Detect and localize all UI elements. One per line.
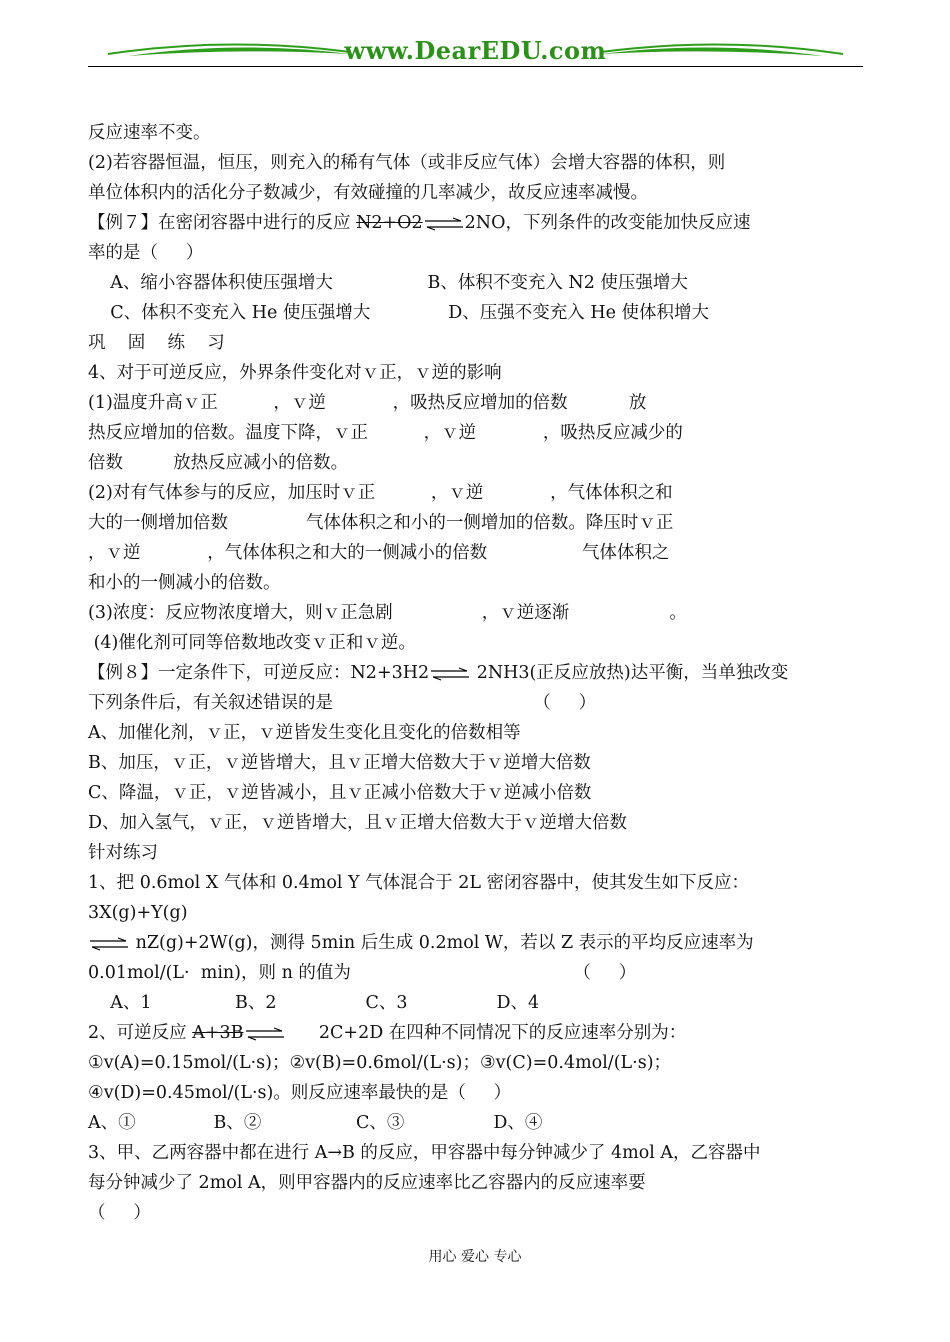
text-line: 大的一侧增加倍数 气体体积之和小的一侧增加的倍数。降压时ｖ正 [88,513,674,533]
text-line: (1)温度升高ｖ正 ，ｖ逆 ，吸热反应增加的倍数 放 [88,393,647,413]
line-text-after: 2C+2D 在四种不同情况下的反应速率分别为： [285,1023,687,1043]
line-text-after: 2NO，下列条件的改变能加快反应速 [464,213,751,233]
line-text-before: 【例８】一定条件下，可逆反应：N2+3H2 [88,663,430,683]
site-logo[interactable]: www.DearEDU.com [344,36,607,65]
equilibrium-arrow-icon [429,667,471,681]
line-text-before: 【例７】在密闭容器中进行的反应 [88,213,357,233]
document-body [88,118,863,1228]
text-line [88,658,863,688]
equilibrium-arrow-icon [88,937,130,951]
text-line: 3、甲、乙两容器中都在进行 A→B 的反应，甲容器中每分钟减少了 4mol A，乙容器中 [88,1143,761,1163]
text-line: C、降温，ｖ正，ｖ逆皆减小，且ｖ正减小倍数大于ｖ逆减小倍数 [88,783,592,803]
text-line: (4)催化剂可同等倍数地改变ｖ正和ｖ逆。 [88,633,416,653]
text-line: 热反应增加的倍数。温度下降，ｖ正 ，ｖ逆 ，吸热反应减少的 [88,423,683,443]
header-rule [88,66,863,67]
text-line: C、体积不变充入 He 使压强增大 D、压强不变充入 He 使体积增大 [88,303,710,323]
text-line: 单位体积内的活化分子数减少，有效碰撞的几率减少，故反应速率减慢。 [88,183,648,203]
text-line: 3X(g)+Y(g) [88,903,188,923]
text-line: A、① B、② C、③ D、④ [88,1113,543,1133]
text-line: ④v(D)=0.45mol/(L·s)。则反应速率最快的是（ ） [88,1083,512,1103]
text-line [88,928,863,958]
text-line: 每分钟减少了 2mol A，则甲容器内的反应速率比乙容器内的反应速率要 [88,1173,646,1193]
page-footer: 用心 爱心 专心 [428,1249,522,1265]
text-line: A、加催化剂，ｖ正，ｖ逆皆发生变化且变化的倍数相等 [88,723,521,743]
text-line: 下列条件后，有关叙述错误的是 （ ） [88,693,597,713]
text-line: (2)若容器恒温，恒压，则充入的稀有气体（或非反应气体）会增大容器的体积，则 [88,153,726,173]
text-line: 4、对于可逆反应，外界条件变化对ｖ正，ｖ逆的影响 [88,363,502,383]
text-line: A、缩小容器体积使压强增大 B、体积不变充入 N2 使压强增大 [88,273,688,293]
text-line: 1、把 0.6mol X 气体和 0.4mol Y 气体混合于 2L 密闭容器中，使其发生如下反应： [88,873,750,893]
line-text-after: 2NH3(正反应放热)达平衡，当单独改变 [471,663,789,683]
reactants-text: N2+O2 [356,213,423,233]
text-line: （ ） [88,1203,151,1223]
page-header [88,34,863,74]
line-text-before: 2、可逆反应 [88,1023,193,1043]
reactants-text: A+3B [192,1023,244,1043]
text-line: 反应速率不变。 [88,123,211,143]
equilibrium-arrow-icon [244,1027,286,1041]
text-line: 0.01mol/(L· min)，则 n 的值为 （ ） [88,963,637,983]
text-line: D、加入氢气，ｖ正，ｖ逆皆增大，且ｖ正增大倍数大于ｖ逆增大倍数 [88,813,628,833]
equilibrium-arrow-icon [423,217,465,231]
text-line: 率的是（ ） [88,243,204,263]
text-line: A、1 B、2 C、3 D、4 [88,993,540,1013]
text-line: ①v(A)=0.15mol/(L·s)；②v(B)=0.6mol/(L·s)；③v(C)=0.4mol/(L·s)； [88,1053,672,1073]
text-line: 倍数 放热反应减小的倍数。 [88,453,349,473]
line-text-after: nZ(g)+2W(g)，测得 5min 后生成 0.2mol W，若以 Z 表示的平均反应速率为 [130,933,754,953]
text-line: ，ｖ逆 ，气体体积之和大的一侧减小的倍数 气体体积之 [88,543,670,563]
text-line: 和小的一侧减小的倍数。 [88,573,281,593]
text-line [88,1018,863,1048]
text-line: (3)浓度：反应物浓度增大，则ｖ正急剧 ，ｖ逆逐渐 。 [88,603,687,623]
text-line: (2)对有气体参与的反应，加压时ｖ正 ，ｖ逆 ，气体体积之和 [88,483,673,503]
text-line [88,208,863,238]
text-line: 针对练习 [88,843,158,863]
text-line: 巩 固 练 习 [88,333,225,353]
text-line: B、加压，ｖ正，ｖ逆皆增大，且ｖ正增大倍数大于ｖ逆增大倍数 [88,753,591,773]
